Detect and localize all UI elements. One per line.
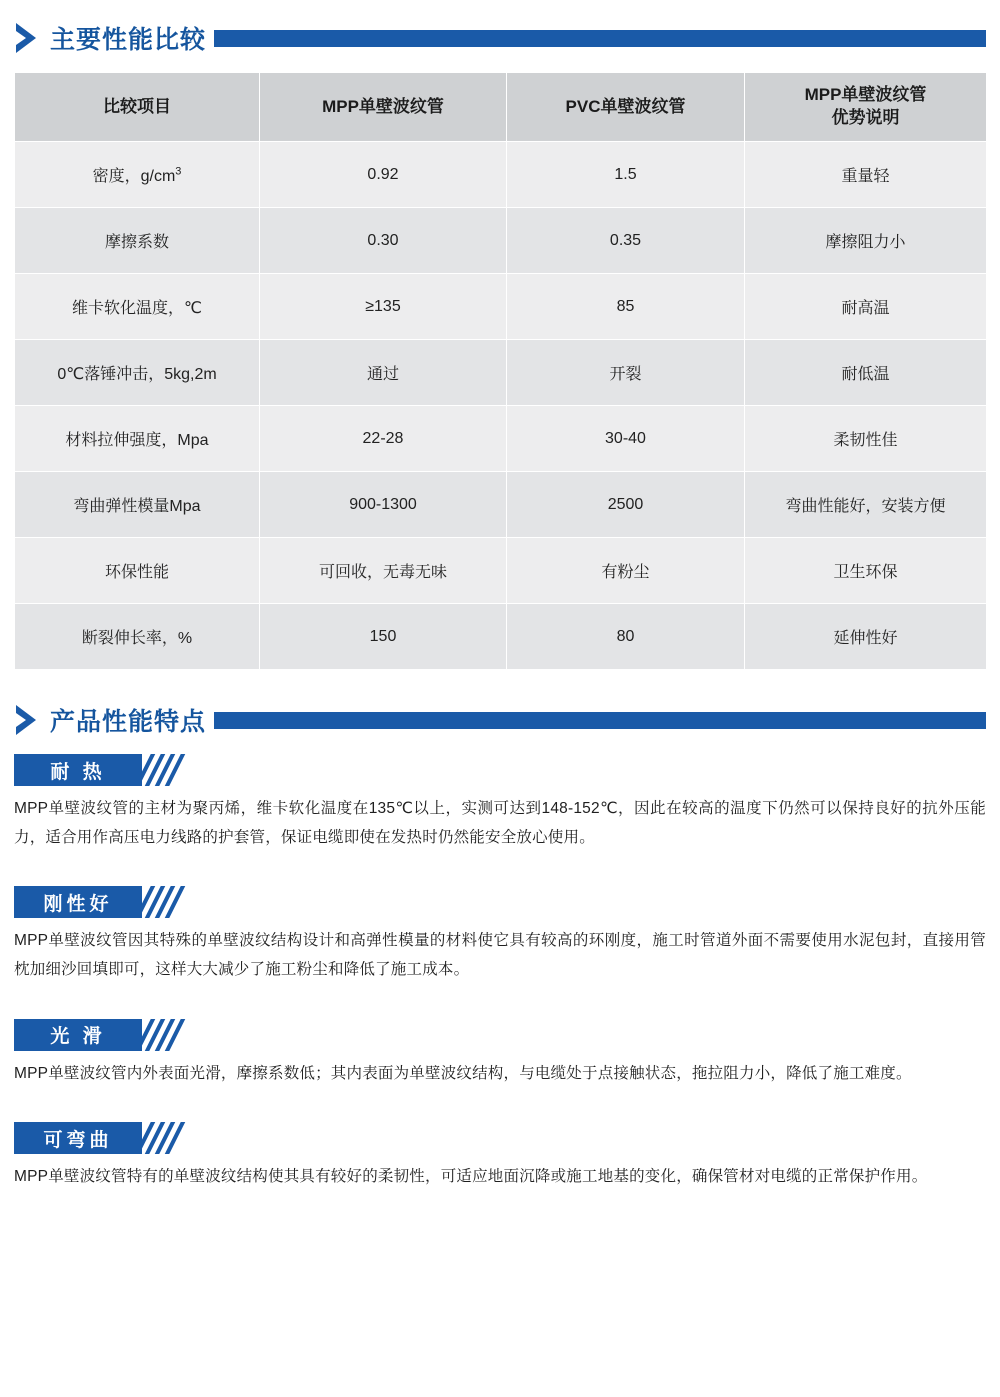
table-row xyxy=(15,538,987,604)
section-title-comparison: 主要性能比较 xyxy=(50,26,207,54)
table-row xyxy=(15,472,987,538)
feature-item xyxy=(14,1019,986,1089)
cell-mpp: ≥135 xyxy=(260,274,507,340)
cell-item-superscript: 3 xyxy=(175,165,182,178)
cell-advantage: 耐高温 xyxy=(745,274,987,340)
feature-tag xyxy=(14,754,214,786)
table-row xyxy=(15,274,987,340)
cell-pvc: 有粉尘 xyxy=(507,538,745,604)
cell-item: 密度，$g/cm^3$ xyxy=(15,142,260,208)
cell-advantage: 耐低温 xyxy=(745,340,987,406)
table-row xyxy=(15,406,987,472)
section-header-bar xyxy=(214,30,986,47)
section-title-features: 产品性能特点 xyxy=(50,708,207,736)
cell-advantage: 柔韧性佳 xyxy=(745,406,987,472)
cell-item: 材料拉伸强度，Mpa xyxy=(15,406,260,472)
chevron-right-icon xyxy=(14,21,40,55)
cell-item: 环保性能 xyxy=(15,538,260,604)
table-header-advantage-line1: MPP单壁波纹管 xyxy=(804,85,927,105)
cell-mpp: 可回收，无毒无味 xyxy=(260,538,507,604)
feature-text: MPP单壁波纹管特有的单壁波纹结构使其具有较好的柔韧性，可适应地面沉降或施工地基的变化，确保管材对电缆的正常保护作用。 xyxy=(14,1168,928,1186)
feature-item xyxy=(14,1122,986,1192)
table-row xyxy=(15,142,987,208)
cell-pvc: 1.5 xyxy=(507,142,745,208)
feature-text: MPP单壁波纹管的主材为聚丙烯，维卡软化温度在135℃以上，实测可达到148-152℃，因此在较高的温度下仍然可以保持良好的抗外压能力，适合用作高压电力线路的护套管，保证电缆即使在发热时仍然能安全放心使用。 xyxy=(14,800,986,846)
table-header-item: 比较项目 xyxy=(15,73,260,142)
table-row xyxy=(15,604,987,670)
feature-tag xyxy=(14,1019,214,1051)
cell-mpp: 0.30 xyxy=(260,208,507,274)
cell-pvc: 80 xyxy=(507,604,745,670)
cell-advantage: 弯曲性能好，安装方便 xyxy=(745,472,987,538)
cell-mpp: 0.92 xyxy=(260,142,507,208)
diagonal-stripes-icon xyxy=(142,886,188,918)
cell-item: 弯曲弹性模量Mpa xyxy=(15,472,260,538)
comparison-table xyxy=(14,72,987,670)
feature-list xyxy=(14,754,986,1192)
section-header-features xyxy=(14,700,986,740)
feature-tag-label: 可弯曲 xyxy=(14,1122,142,1154)
table-header-row xyxy=(15,73,987,142)
table-header-mpp: MPP单壁波纹管 xyxy=(260,73,507,142)
table-row xyxy=(15,208,987,274)
cell-mpp: 900-1300 xyxy=(260,472,507,538)
feature-item xyxy=(14,754,986,852)
table-header-advantage xyxy=(745,73,987,142)
cell-item: 维卡软化温度，℃ xyxy=(15,274,260,340)
cell-advantage: 重量轻 xyxy=(745,142,987,208)
section-header-bar xyxy=(214,712,986,729)
diagonal-stripes-icon xyxy=(142,1122,188,1154)
cell-advantage: 延伸性好 xyxy=(745,604,987,670)
table-header-advantage-line2: 优势说明 xyxy=(831,108,900,127)
section-header-comparison xyxy=(14,18,986,58)
feature-tag-label: 光 滑 xyxy=(14,1019,142,1051)
feature-tag xyxy=(14,886,214,918)
cell-advantage: 卫生环保 xyxy=(745,538,987,604)
feature-text: MPP单壁波纹管因其特殊的单壁波纹结构设计和高弹性模量的材料使它具有较高的环刚度，施工时管道外面不需要使用水泥包封，直接用管枕加细沙回填即可，这样大大减少了施工粉尘和降低了施工成本。 xyxy=(14,932,986,979)
cell-pvc: 0.35 xyxy=(507,208,745,274)
cell-advantage: 摩擦阻力小 xyxy=(745,208,987,274)
feature-text: MPP单壁波纹管内外表面光滑，摩擦系数低；其内表面为单壁波纹结构，与电缆处于点接触状态，拖拉阻力小，降低了施工难度。 xyxy=(14,1064,912,1082)
feature-item xyxy=(14,886,986,984)
table-row xyxy=(15,340,987,406)
chevron-right-icon xyxy=(14,703,40,737)
table-header-pvc: PVC单壁波纹管 xyxy=(507,73,745,142)
cell-item: 0℃落锤冲击，5kg,2m xyxy=(15,340,260,406)
cell-pvc: 开裂 xyxy=(507,340,745,406)
cell-mpp: 22-28 xyxy=(260,406,507,472)
diagonal-stripes-icon xyxy=(142,754,188,786)
cell-pvc: 30-40 xyxy=(507,406,745,472)
feature-tag-label: 刚性好 xyxy=(14,886,142,918)
feature-tag-label: 耐 热 xyxy=(14,754,142,786)
cell-item: 断裂伸长率，% xyxy=(15,604,260,670)
cell-mpp: 150 xyxy=(260,604,507,670)
diagonal-stripes-icon xyxy=(142,1019,188,1051)
feature-tag xyxy=(14,1122,214,1154)
cell-mpp: 通过 xyxy=(260,340,507,406)
cell-pvc: 85 xyxy=(507,274,745,340)
cell-pvc: 2500 xyxy=(507,472,745,538)
cell-item: 摩擦系数 xyxy=(15,208,260,274)
